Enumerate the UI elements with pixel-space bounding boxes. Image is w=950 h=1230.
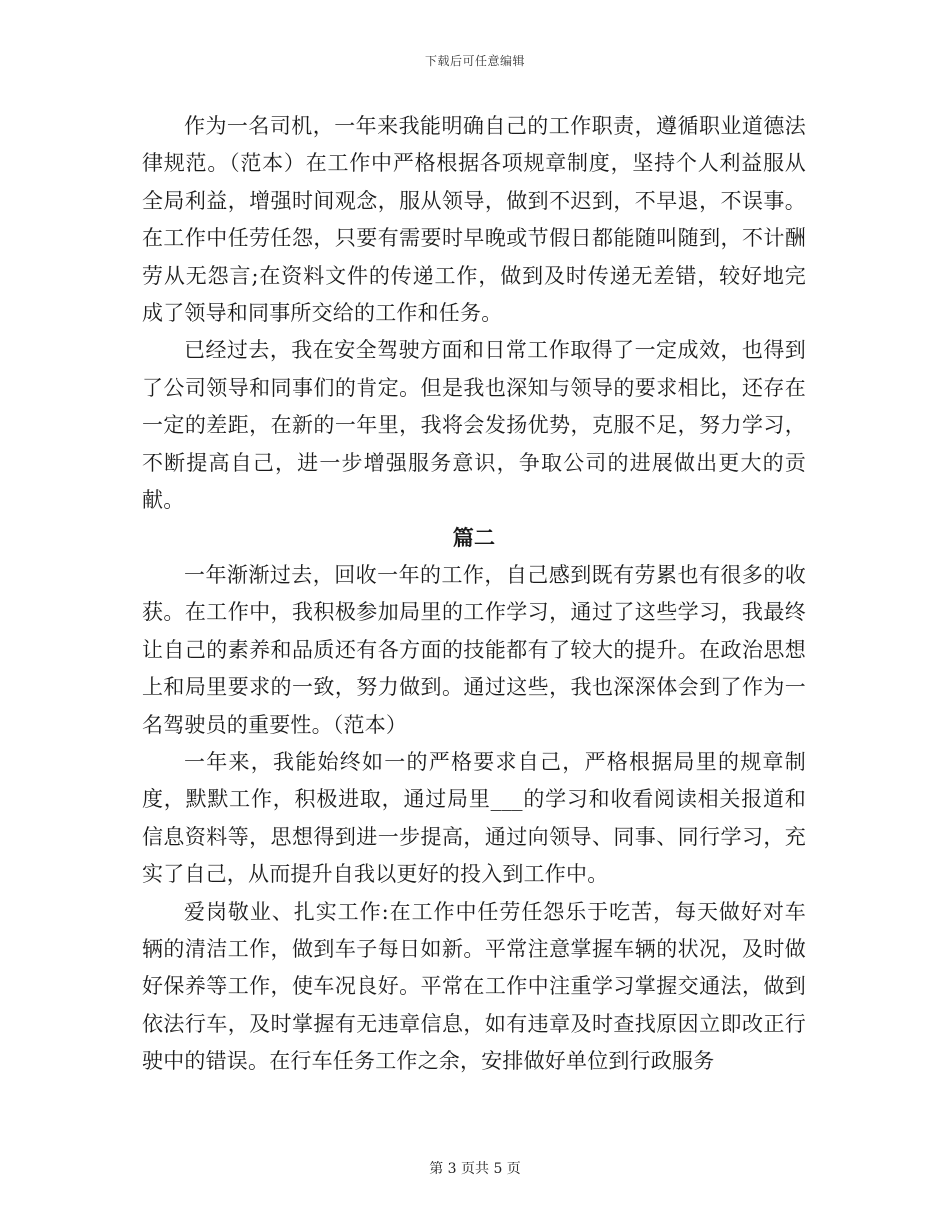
paragraph-2: 已经过去，我在安全驾驶方面和日常工作取得了一定成效，也得到了公司领导和同事们的肯定。但是我也深知与领导的要求相比，还存在一定的差距，在新的一年里，我将会发扬优势，克服不足，努力学习，不断提高自己，进一步增强服务意识，争取公司的进展做出更大的贡献。 xyxy=(142,338,806,513)
paragraph-3: 一年渐渐过去，回收一年的工作，自己感到既有劳累也有很多的收获。在工作中，我积极参加局里的工作学习，通过了这些学习，我最终让自己的素养和品质还有各方面的技能都有了较大的提升。在政治思想上和局里要求的一致，努力做到。通过这些，我也深深体会到了作为一名驾驶员的重要性。（范本） xyxy=(142,562,806,737)
page-header: 下载后可任意编辑 xyxy=(424,54,525,68)
document-body xyxy=(142,108,806,1081)
page-number: 第 3 页共 5 页 xyxy=(429,1161,521,1177)
paragraph-5: 爱岗敬业、扎实工作:在工作中任劳任怨乐于吃苦，每天做好对车辆的清洁工作，做到车子每日如新。平常注意掌握车辆的状况，及时做好保养等工作，使车况良好。平常在工作中注重学习掌握交通法，做到依法行车，及时掌握有无违章信息，如有违章及时查找原因立即改正行驶中的错误。在行车任务工作之余，安排做好单位到行政服务 xyxy=(142,899,806,1074)
section-title: 篇二 xyxy=(452,525,496,551)
paragraph-4: 一年来，我能始终如一的严格要求自己，严格根据局里的规章制度，默默工作，积极进取，通过局里___的学习和收看阅读相关报道和信息资料等，思想得到进一步提高，通过向领导、同事、同行学习，充实了自己，从而提升自我以更好的投入到工作中。 xyxy=(142,749,806,887)
paragraph-1: 作为一名司机，一年来我能明确自己的工作职责，遵循职业道德法律规范。（范本）在工作中严格根据各项规章制度，坚持个人利益服从全局利益，增强时间观念，服从领导，做到不迟到，不早退，不误事。在工作中任劳任怨，只要有需要时早晚或节假日都能随叫随到，不计酬劳从无怨言;在资料文件的传递工作，做到及时传递无差错，较好地完成了领导和同事所交给的工作和任务。 xyxy=(142,114,806,326)
